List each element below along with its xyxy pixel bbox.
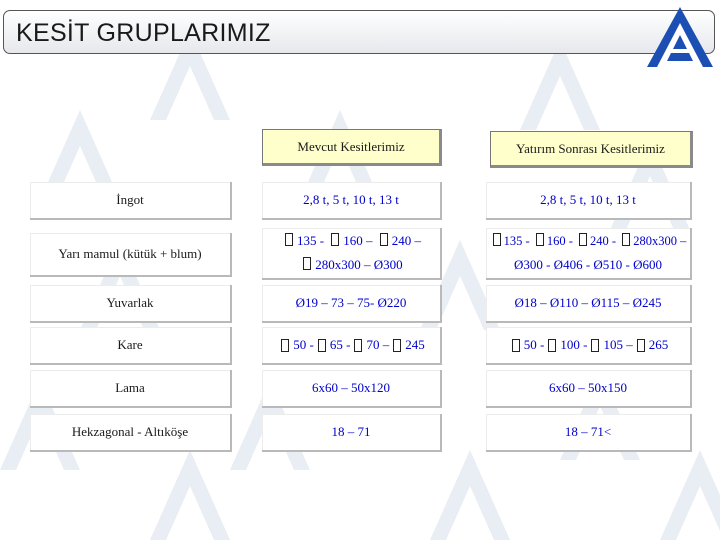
after-hexagonal: 18 – 71< [486,414,692,452]
current-ingot: 2,8 t, 5 t, 10 t, 13 t [262,182,442,220]
box-glyph-icon [591,339,599,352]
header-post-investment-sections: Yatırım Sonrası Kesitlerimiz [490,131,693,168]
current-semi-line1: 135 - 160 – 240 – [281,229,421,253]
current-hexagonal: 18 – 71 [262,414,442,452]
row-label-flat: Lama [30,370,232,408]
after-round: Ø18 – Ø110 – Ø115 – Ø245 [486,285,692,323]
box-glyph-icon [380,233,388,246]
box-glyph-icon [637,339,645,352]
box-glyph-icon [579,233,587,246]
row-label-ingot: İngot [30,182,232,220]
title-bar [3,10,715,54]
after-square: 50 - 100 - 105 – 265 [486,327,692,365]
after-ingot: 2,8 t, 5 t, 10 t, 13 t [486,182,692,220]
box-glyph-icon [548,339,556,352]
box-glyph-icon [318,339,326,352]
after-semi-line1: 135 - 160 - 240 - 280x300 – [490,229,687,253]
row-label-semi-finished: Yarı mamul (kütük + blum) [30,233,232,277]
box-glyph-icon [331,233,339,246]
after-flat: 6x60 – 50x150 [486,370,692,408]
box-glyph-icon [285,233,293,246]
box-glyph-icon [622,233,630,246]
page-title: KESİT GRUPLARIMIZ [16,19,271,47]
current-flat: 6x60 – 50x120 [262,370,442,408]
header-current-sections: Mevcut Kesitlerimiz [262,129,442,166]
row-label-round: Yuvarlak [30,285,232,323]
box-glyph-icon [536,233,544,246]
box-glyph-icon [354,339,362,352]
company-logo-icon [645,5,715,69]
box-glyph-icon [493,233,501,246]
row-label-hexagonal: Hekzagonal - Altıköşe [30,414,232,452]
current-semi-finished [262,228,442,280]
current-square: 50 - 65 - 70 – 245 [262,327,442,365]
current-round: Ø19 – 73 – 75- Ø220 [262,285,442,323]
row-label-square: Kare [30,327,232,365]
after-semi-line2: Ø300 - Ø406 - Ø510 - Ø600 [513,257,663,272]
box-glyph-icon [303,257,311,270]
after-semi-finished [486,228,692,280]
box-glyph-icon [281,339,289,352]
box-glyph-icon [393,339,401,352]
box-glyph-icon [512,339,520,352]
current-semi-line2: 280x300 – Ø300 [299,253,402,277]
